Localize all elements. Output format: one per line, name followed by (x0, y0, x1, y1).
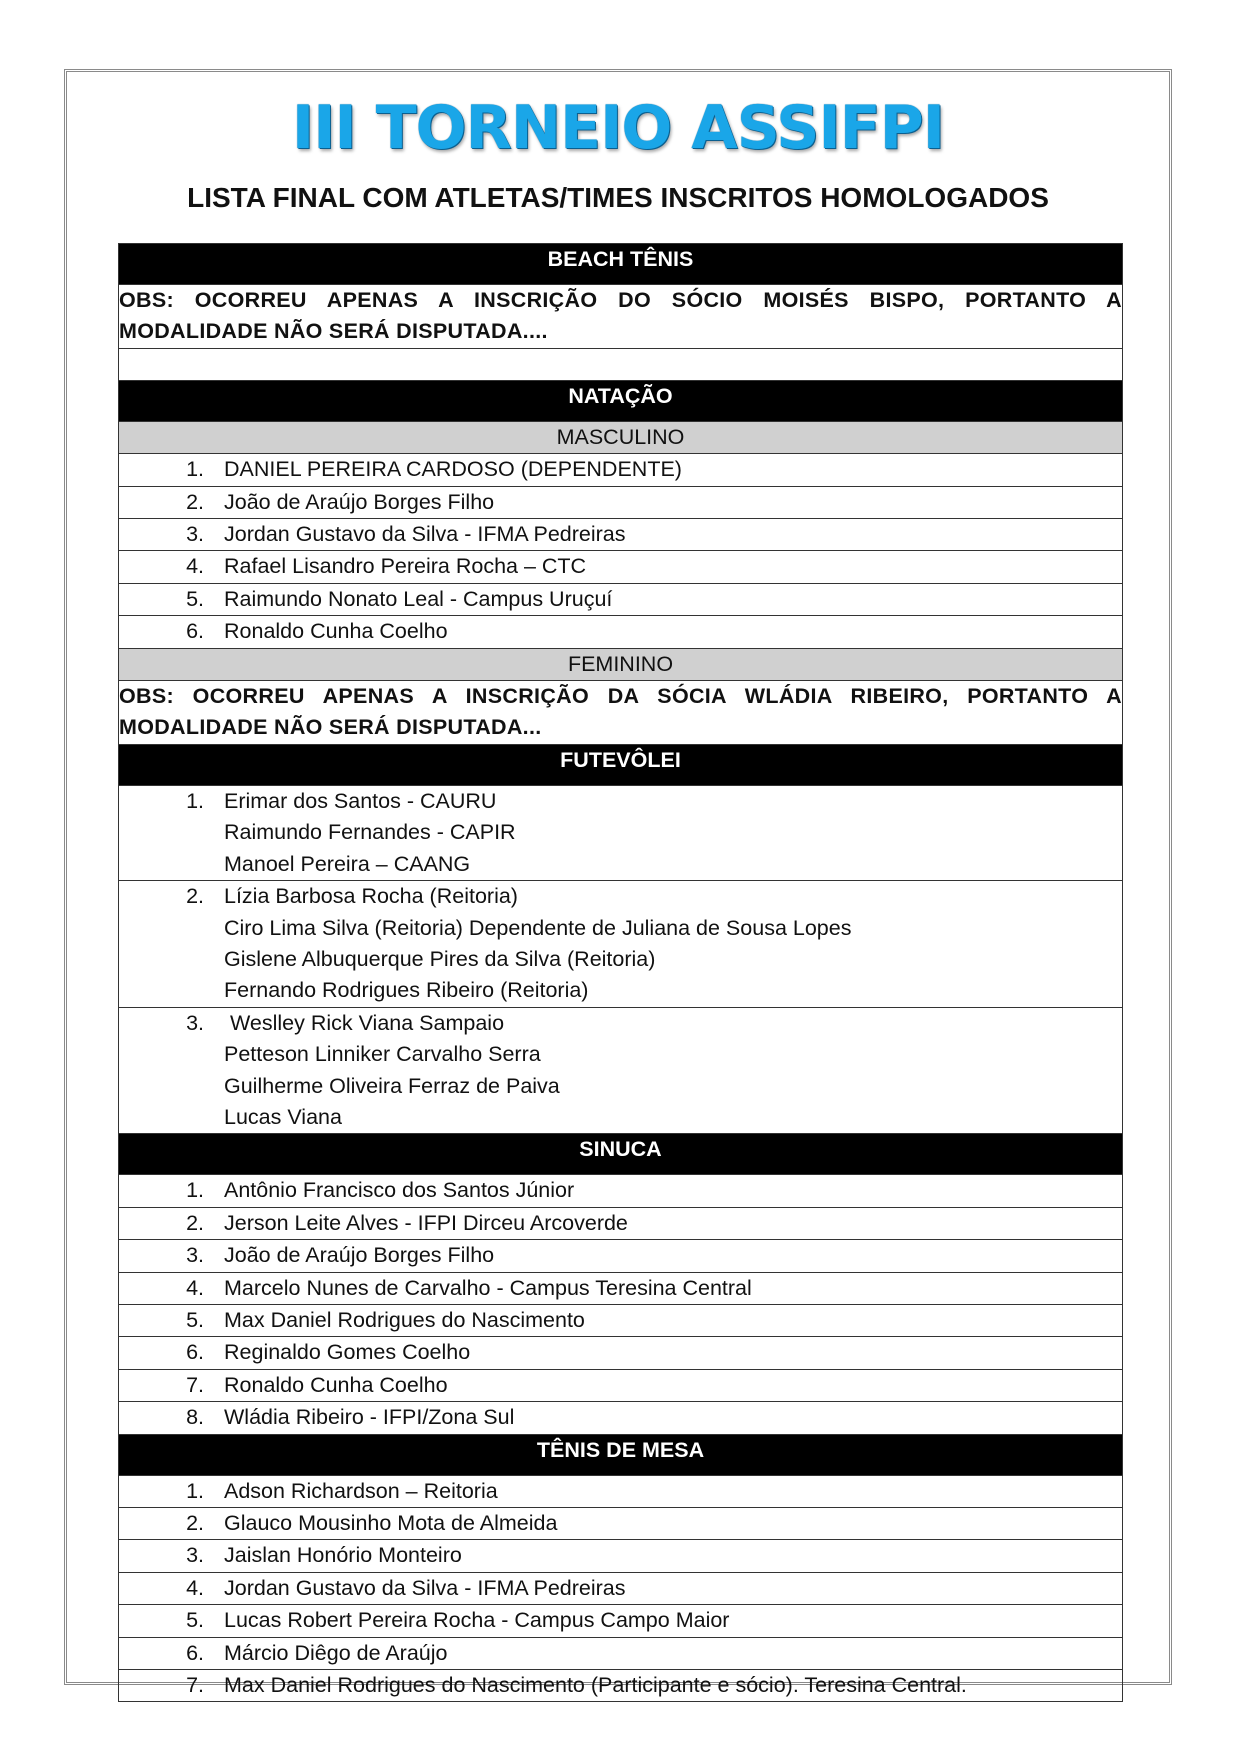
item-number: 5. (186, 586, 204, 611)
team-row (119, 1007, 1123, 1134)
team-member: Manoel Pereira – CAANG (224, 851, 471, 876)
subsection-masculino (119, 421, 1123, 453)
list-item (119, 616, 1123, 648)
beach-tenis-obs (119, 285, 1123, 349)
item-number: 4. (186, 1275, 204, 1300)
team-row (119, 881, 1123, 1008)
section-tenis-de-mesa (119, 1434, 1123, 1475)
list-item (119, 1240, 1123, 1272)
item-number: 7. (186, 1372, 204, 1397)
item-number: 7. (186, 1673, 204, 1698)
list-item (119, 1475, 1123, 1507)
list-item (119, 1508, 1123, 1540)
tenis-de-mesa-list (119, 1475, 1123, 1702)
participant-name: Márcio Diêgo de Araújo (224, 1640, 448, 1665)
list-item (119, 1369, 1123, 1401)
subsection-label: MASCULINO (119, 421, 1123, 453)
item-number: 1. (186, 457, 204, 482)
participant-name: Jerson Leite Alves - IFPI Dirceu Arcoverde (224, 1210, 628, 1235)
list-item (119, 1272, 1123, 1304)
registration-table (118, 243, 1123, 1702)
item-number: 4. (186, 1575, 204, 1600)
team-number: 1. (186, 788, 204, 813)
section-futevolei (119, 744, 1123, 785)
item-number: 5. (186, 1608, 204, 1633)
subsection-label: FEMININO (119, 648, 1123, 680)
section-heading: FUTEVÔLEI (119, 744, 1123, 785)
team-member: Raimundo Fernandes - CAPIR (224, 820, 516, 845)
natacao-masculino-list (119, 454, 1123, 648)
list-item (119, 1572, 1123, 1604)
list-item (119, 1540, 1123, 1572)
blank-row (119, 348, 1123, 380)
natacao-feminino-obs (119, 681, 1123, 745)
item-number: 6. (186, 1640, 204, 1665)
item-number: 2. (186, 489, 204, 514)
participant-name: Ronaldo Cunha Coelho (224, 619, 448, 644)
participant-name: João de Araújo Borges Filho (224, 1243, 495, 1268)
participant-name: Raimundo Nonato Leal - Campus Uruçuí (224, 586, 613, 611)
team-member: Petteson Linniker Carvalho Serra (224, 1042, 541, 1067)
item-number: 3. (186, 1243, 204, 1268)
list-item (119, 1637, 1123, 1669)
participant-name: Wládia Ribeiro - IFPI/Zona Sul (224, 1405, 515, 1430)
item-number: 6. (186, 619, 204, 644)
participant-name: Jordan Gustavo da Silva - IFMA Pedreiras (224, 1575, 626, 1600)
item-number: 2. (186, 1210, 204, 1235)
list-item (119, 486, 1123, 518)
team-number: 3. (186, 1010, 204, 1035)
participant-name: Max Daniel Rodrigues do Nascimento (Participante e sócio). Teresina Central. (224, 1673, 967, 1698)
participant-name: Adson Richardson – Reitoria (224, 1478, 498, 1503)
section-sinuca (119, 1134, 1123, 1175)
participant-name: Jordan Gustavo da Silva - IFMA Pedreiras (224, 522, 626, 547)
futevolei-team-list (119, 785, 1123, 1133)
team-member: Ciro Lima Silva (Reitoria) Dependente de Juliana de Sousa Lopes (224, 915, 852, 940)
list-item (119, 583, 1123, 615)
section-heading: TÊNIS DE MESA (119, 1434, 1123, 1475)
participant-name: Reginaldo Gomes Coelho (224, 1340, 471, 1365)
section-heading: SINUCA (119, 1134, 1123, 1175)
item-number: 2. (186, 1511, 204, 1535)
section-heading: NATAÇÃO (119, 380, 1123, 421)
list-item (119, 1670, 1123, 1702)
list-item (119, 454, 1123, 486)
item-number: 4. (186, 554, 204, 579)
participant-name: João de Araújo Borges Filho (224, 489, 495, 514)
section-heading: BEACH TÊNIS (119, 244, 1123, 285)
participant-name: DANIEL PEREIRA CARDOSO (DEPENDENTE) (224, 457, 682, 482)
obs-text: OBS: OCORREU APENAS A INSCRIÇÃO DA SÓCIA WLÁDIA RIBEIRO, PORTANTO A MODALIDADE NÃO SERÁ DISPUTADA... (119, 684, 1122, 740)
list-item (119, 1207, 1123, 1239)
list-item (119, 519, 1123, 551)
item-number: 1. (186, 1478, 204, 1503)
team-member: Lucas Viana (224, 1104, 342, 1129)
team-member: Lízia Barbosa Rocha (Reitoria) (224, 884, 518, 909)
list-item (119, 1304, 1123, 1336)
list-item (119, 1337, 1123, 1369)
participant-name: Lucas Robert Pereira Rocha - Campus Campo Maior (224, 1608, 730, 1633)
participant-name: Rafael Lisandro Pereira Rocha – CTC (224, 554, 587, 579)
sinuca-list (119, 1175, 1123, 1434)
team-member: Weslley Rick Viana Sampaio (224, 1010, 505, 1035)
participant-name: Max Daniel Rodrigues do Nascimento (224, 1307, 585, 1332)
participant-name: Marcelo Nunes de Carvalho - Campus Teresina Central (224, 1275, 752, 1300)
list-item (119, 551, 1123, 583)
item-number: 6. (186, 1340, 204, 1365)
list-item (119, 1175, 1123, 1207)
subsection-feminino (119, 648, 1123, 680)
page-subtitle: LISTA FINAL COM ATLETAS/TIMES INSCRITOS HOMOLOGADOS (187, 182, 1049, 213)
obs-text: OBS: OCORREU APENAS A INSCRIÇÃO DO SÓCIO MOISÉS BISPO, PORTANTO A MODALIDADE NÃO SERÁ DISPUTADA.... (119, 288, 1122, 344)
team-member: Gislene Albuquerque Pires da Silva (Reitoria) (224, 946, 656, 971)
item-number: 5. (186, 1307, 204, 1332)
item-number: 1. (186, 1178, 204, 1203)
participant-name: Jaislan Honório Monteiro (224, 1543, 462, 1568)
item-number: 8. (186, 1405, 204, 1430)
participant-name: Antônio Francisco dos Santos Júnior (224, 1178, 575, 1203)
participant-name: Glauco Mousinho Mota de Almeida (224, 1511, 558, 1535)
list-item (119, 1402, 1123, 1434)
item-number: 3. (186, 1543, 204, 1568)
team-member: Fernando Rodrigues Ribeiro (Reitoria) (224, 978, 589, 1003)
team-member: Erimar dos Santos - CAURU (224, 788, 497, 813)
list-item (119, 1605, 1123, 1637)
section-natacao (119, 380, 1123, 421)
team-row (119, 785, 1123, 880)
team-member: Guilherme Oliveira Ferraz de Paiva (224, 1073, 560, 1098)
section-beach-tenis (119, 244, 1123, 285)
participant-name: Ronaldo Cunha Coelho (224, 1372, 448, 1397)
team-number: 2. (186, 884, 204, 909)
item-number: 3. (186, 522, 204, 547)
page-title: III TORNEIO ASSIFPI (291, 93, 945, 163)
